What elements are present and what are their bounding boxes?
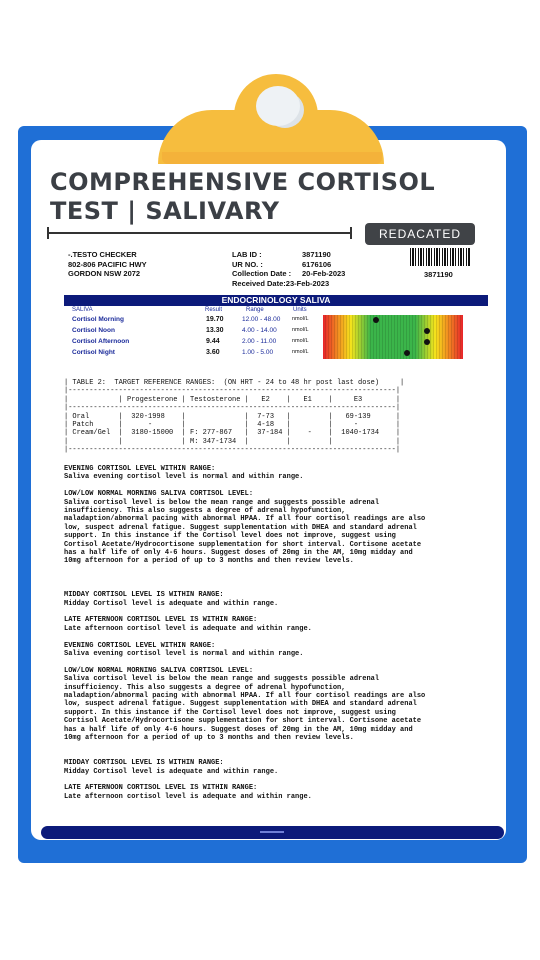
patient-block	[68, 250, 147, 279]
endocrinology-heading: ENDOCRINOLOGY SALIVA	[64, 295, 488, 306]
row-name: Cortisol Night	[72, 349, 115, 356]
barcode-number: 3871190	[424, 270, 453, 279]
ur-value: 6176106	[302, 259, 332, 269]
col-header-units: Units	[293, 307, 307, 313]
col-header-range: Range	[246, 307, 264, 313]
lab-id-label: LAB ID :	[232, 250, 262, 259]
gauge-marker	[424, 339, 430, 345]
collection-value: 20-Feb-2023	[302, 269, 346, 278]
saliva-row-night	[72, 349, 472, 360]
gauge-marker	[373, 317, 379, 323]
collection-label: Collection Date :	[232, 269, 292, 278]
patient-address-2: GORDON NSW 2072	[68, 269, 141, 278]
range-gauge	[323, 337, 463, 348]
row-range: 4.00 - 14.00	[242, 327, 277, 334]
barcode-icon	[410, 248, 470, 266]
row-name: Cortisol Morning	[72, 316, 124, 323]
row-result: 19.70	[206, 316, 224, 323]
redacted-badge: REDACATED	[365, 223, 475, 245]
row-units: nmol/L	[292, 316, 309, 322]
title-line-1: COMPREHENSIVE CORTISOL	[50, 168, 436, 196]
row-range: 1.00 - 5.00	[242, 349, 274, 356]
ur-label: UR NO. :	[232, 259, 263, 269]
clinical-notes: EVENING CORTISOL LEVEL WITHIN RANGE: Saliva evening cortisol level is normal and within range. LOW/LOW NORMAL MORNING SALIVA CORTISOL LEVEL: Saliva cortisol level is below the mean range and suggests possible adrenal insufficiency. This also suggests a degree of adrenal hypofunction, maladaption/abnormal pacing with abnormal HPAA. If all four cortisol readings are also low, suspect adrenal fatigue. Suggest supplementation with DHEA and standard adrenal support. In this instance if the Cortisol level does not improve, suggest using Cortisol Acetate/Hydrocortisone supplementation for short interval. Cortisone acetate has a half life of only 4-6 hours. Suggest doses of 20mg in the AM, 10mg midday and 10mg afternoon for a period of up to 3 months and then review levels. MIDDAY CORTISOL LEVEL IS WITHIN RANGE: Midday Cortisol level is adequate and within range. LATE AFTERNOON CORTISOL LEVEL IS WITHIN RANGE: Late afternoon cortisol level is adequate and within range. EVENING CORTISOL LEVEL WITHIN RANGE: Saliva evening cortisol level is normal and within range. LOW/LOW NORMAL MORNING SALIVA CORTISOL LEVEL: Saliva cortisol level is below the mean range and suggests possible adrenal insufficiency. This also suggests a degree of adrenal hypofunction, maladaption/abnormal pacing with abnormal HPAA. If all four cortisol readings are also low, suspect adrenal fatigue. Suggest supplementation with DHEA and standard adrenal support. In this instance if the Cortisol level does not improve, suggest using Cortisol Acetate/Hydrocortisone supplementation for short interval. Cortisone acetate has a half life of only 4-6 hours. Suggest doses of 20mg in the AM, 10mg midday and 10mg afternoon for a period of up to 3 months and then review levels. MIDDAY CORTISOL LEVEL IS WITHIN RANGE: Midday Cortisol level is adequate and within range. LATE AFTERNOON CORTISOL LEVEL IS WITHIN RANGE: Late afternoon cortisol level is adequate and within range.	[64, 465, 426, 801]
row-range: 12.00 - 48.00	[242, 316, 281, 323]
gauge-marker	[404, 350, 410, 356]
row-result: 13.30	[206, 327, 224, 334]
row-range: 2.00 - 11.00	[242, 338, 277, 345]
col-header-sample: SALIVA	[72, 307, 93, 313]
received-value: 23-Feb-2023	[285, 278, 330, 288]
reference-ranges-table: | TABLE 2: TARGET REFERENCE RANGES: (ON HRT - 24 to 48 hr post last dose) | |------------------------------------------------------------------------------| | | Progesterone | Testosterone | E2 | E1 | E3 | |------------------------------------------------------------------------------| | Oral | 320-1998 | | 7-73 | | 69-139 | | Patch | - | | 4-18 | | - | | Cream/Gel | 3180-15000 | F: 277-867 | 37-184 | - | 1040-1734 | | | | M: 347-1734 | | | | |------------------------------------------------------------------------------|	[64, 379, 405, 455]
row-name: Cortisol Noon	[72, 327, 115, 334]
clip-hole	[256, 86, 300, 126]
title-divider	[48, 232, 351, 234]
row-result: 9.44	[206, 338, 220, 345]
received-label: Received Date:	[232, 278, 286, 288]
report-title	[50, 168, 435, 226]
row-result: 3.60	[206, 349, 220, 356]
divider-cap-left	[47, 227, 49, 239]
range-gauge	[323, 348, 463, 359]
divider-cap-right	[350, 227, 352, 239]
title-line-2: TEST | SALIVARY	[50, 197, 280, 225]
row-units: nmol/L	[292, 327, 309, 333]
row-units: nmol/L	[292, 338, 309, 344]
gauge-marker	[424, 328, 430, 334]
clip-bar	[162, 152, 382, 164]
footer-mark	[260, 831, 284, 833]
patient-address-1: 802-806 PACIFIC HWY	[68, 259, 147, 269]
row-units: nmol/L	[292, 349, 309, 355]
range-gauge	[323, 326, 463, 337]
col-header-result: Result	[205, 307, 223, 313]
lab-info-block	[232, 250, 345, 288]
row-name: Cortisol Afternoon	[72, 338, 130, 345]
lab-id-value: 3871190	[302, 250, 331, 259]
range-gauge	[323, 315, 463, 326]
patient-name: -.TESTO CHECKER	[68, 250, 137, 259]
